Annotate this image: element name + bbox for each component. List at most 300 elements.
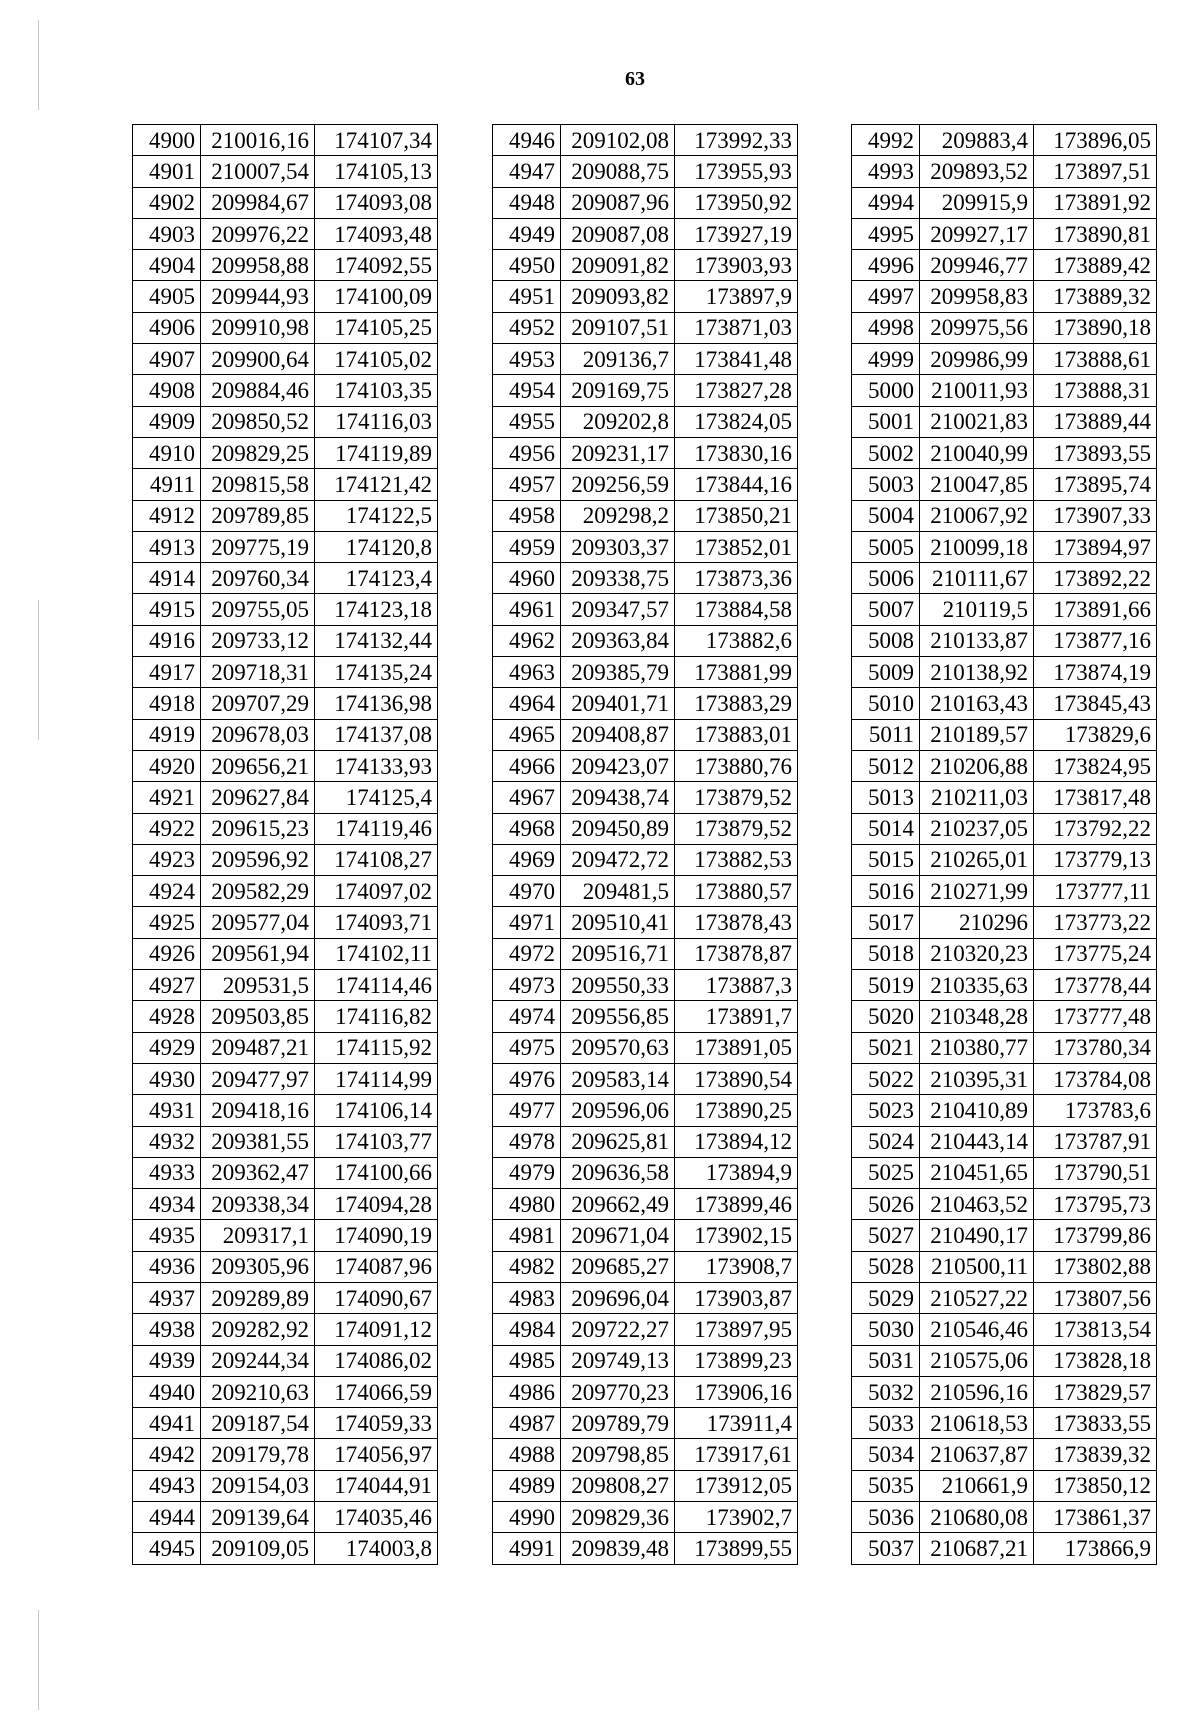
x-coordinate-cell: 209109,05: [201, 1533, 315, 1564]
x-coordinate-cell: 209685,27: [561, 1251, 675, 1282]
point-number-cell: 4950: [493, 250, 561, 281]
y-coordinate-cell: 173861,37: [1034, 1502, 1157, 1533]
table-row: [852, 437, 1157, 468]
y-coordinate-cell: 173777,48: [1034, 1001, 1157, 1032]
point-number-cell: 4998: [852, 312, 920, 343]
table-row: [493, 375, 798, 406]
table-row: [133, 250, 438, 281]
table-row: [133, 1189, 438, 1220]
y-coordinate-cell: 173833,55: [1034, 1408, 1157, 1439]
table-row: [852, 657, 1157, 688]
point-number-cell: 4968: [493, 813, 561, 844]
table-row: [493, 1408, 798, 1439]
table-row: [493, 281, 798, 312]
point-number-cell: 4916: [133, 625, 201, 656]
point-number-cell: 5033: [852, 1408, 920, 1439]
table-row: [133, 500, 438, 531]
point-number-cell: 4973: [493, 970, 561, 1001]
point-number-cell: 4940: [133, 1376, 201, 1407]
page-number: 63: [625, 68, 645, 90]
point-number-cell: 5018: [852, 938, 920, 969]
point-number-cell: 4903: [133, 218, 201, 249]
table-row: [133, 844, 438, 875]
point-number-cell: 4904: [133, 250, 201, 281]
table-row: [852, 1282, 1157, 1313]
x-coordinate-cell: 209839,48: [561, 1533, 675, 1564]
x-coordinate-cell: 209984,67: [201, 187, 315, 218]
table-row: [133, 719, 438, 750]
point-number-cell: 4901: [133, 156, 201, 187]
point-number-cell: 4911: [133, 469, 201, 500]
y-coordinate-cell: 173824,05: [675, 406, 798, 437]
point-number-cell: 4942: [133, 1439, 201, 1470]
point-number-cell: 5032: [852, 1376, 920, 1407]
table-row: [852, 1439, 1157, 1470]
x-coordinate-cell: 209418,16: [201, 1095, 315, 1126]
table-row: [852, 500, 1157, 531]
y-coordinate-cell: 174103,35: [315, 375, 438, 406]
table-row: [133, 344, 438, 375]
y-coordinate-cell: 174087,96: [315, 1251, 438, 1282]
point-number-cell: 4935: [133, 1220, 201, 1251]
x-coordinate-cell: 209136,7: [561, 344, 675, 375]
y-coordinate-cell: 173902,15: [675, 1220, 798, 1251]
point-number-cell: 4970: [493, 876, 561, 907]
x-coordinate-cell: 209789,79: [561, 1408, 675, 1439]
x-coordinate-cell: 210296: [920, 907, 1034, 938]
y-coordinate-cell: 173890,54: [675, 1063, 798, 1094]
x-coordinate-cell: 209808,27: [561, 1470, 675, 1501]
y-coordinate-cell: 174107,34: [315, 125, 438, 156]
table-row: [493, 312, 798, 343]
table-row: [133, 876, 438, 907]
point-number-cell: 4962: [493, 625, 561, 656]
x-coordinate-cell: 209561,94: [201, 938, 315, 969]
point-number-cell: 4943: [133, 1470, 201, 1501]
x-coordinate-cell: 210395,31: [920, 1063, 1034, 1094]
x-coordinate-cell: 209210,63: [201, 1376, 315, 1407]
y-coordinate-cell: 173773,22: [1034, 907, 1157, 938]
y-coordinate-cell: 173873,36: [675, 563, 798, 594]
y-coordinate-cell: 174123,18: [315, 594, 438, 625]
y-coordinate-cell: 174056,97: [315, 1439, 438, 1470]
y-coordinate-cell: 173888,61: [1034, 344, 1157, 375]
x-coordinate-cell: 209202,8: [561, 406, 675, 437]
y-coordinate-cell: 173850,12: [1034, 1470, 1157, 1501]
point-number-cell: 5027: [852, 1220, 920, 1251]
point-number-cell: 4906: [133, 312, 201, 343]
table-row: [852, 782, 1157, 813]
y-coordinate-cell: 173883,29: [675, 688, 798, 719]
y-coordinate-cell: 173817,48: [1034, 782, 1157, 813]
table-row: [133, 469, 438, 500]
table-row: [493, 469, 798, 500]
point-number-cell: 4936: [133, 1251, 201, 1282]
x-coordinate-cell: 210189,57: [920, 719, 1034, 750]
y-coordinate-cell: 173889,44: [1034, 406, 1157, 437]
table-row: [493, 1345, 798, 1376]
y-coordinate-cell: 173839,32: [1034, 1439, 1157, 1470]
point-number-cell: 4980: [493, 1189, 561, 1220]
x-coordinate-cell: 210380,77: [920, 1032, 1034, 1063]
y-coordinate-cell: 174108,27: [315, 844, 438, 875]
y-coordinate-cell: 174100,66: [315, 1157, 438, 1188]
x-coordinate-cell: 209884,46: [201, 375, 315, 406]
point-number-cell: 4910: [133, 437, 201, 468]
y-coordinate-cell: 174114,46: [315, 970, 438, 1001]
point-number-cell: 5019: [852, 970, 920, 1001]
table-row: [852, 344, 1157, 375]
x-coordinate-cell: 209087,96: [561, 187, 675, 218]
table-row: [852, 1502, 1157, 1533]
y-coordinate-cell: 173883,01: [675, 719, 798, 750]
x-coordinate-cell: 209087,08: [561, 218, 675, 249]
y-coordinate-cell: 174091,12: [315, 1314, 438, 1345]
x-coordinate-cell: 209958,83: [920, 281, 1034, 312]
point-number-cell: 4923: [133, 844, 201, 875]
table-row: [133, 907, 438, 938]
table-row: [133, 156, 438, 187]
x-coordinate-cell: 209671,04: [561, 1220, 675, 1251]
y-coordinate-cell: 173841,48: [675, 344, 798, 375]
x-coordinate-cell: 210500,11: [920, 1251, 1034, 1282]
x-coordinate-cell: 209944,93: [201, 281, 315, 312]
x-coordinate-cell: 209347,57: [561, 594, 675, 625]
y-coordinate-cell: 173891,7: [675, 1001, 798, 1032]
x-coordinate-cell: 209656,21: [201, 750, 315, 781]
point-number-cell: 4921: [133, 782, 201, 813]
table-row: [493, 344, 798, 375]
y-coordinate-cell: 173992,33: [675, 125, 798, 156]
y-coordinate-cell: 174100,09: [315, 281, 438, 312]
x-coordinate-cell: 209636,58: [561, 1157, 675, 1188]
y-coordinate-cell: 174114,99: [315, 1063, 438, 1094]
table-row: [133, 1470, 438, 1501]
point-number-cell: 5011: [852, 719, 920, 750]
point-number-cell: 4956: [493, 437, 561, 468]
table-row: [852, 563, 1157, 594]
point-number-cell: 4969: [493, 844, 561, 875]
y-coordinate-cell: 173906,16: [675, 1376, 798, 1407]
table-row: [852, 719, 1157, 750]
point-number-cell: 5002: [852, 437, 920, 468]
table-row: [852, 938, 1157, 969]
x-coordinate-cell: 209582,29: [201, 876, 315, 907]
x-coordinate-cell: 209627,84: [201, 782, 315, 813]
y-coordinate-cell: 173897,51: [1034, 156, 1157, 187]
table-row: [852, 375, 1157, 406]
table-row: [133, 970, 438, 1001]
y-coordinate-cell: 173787,91: [1034, 1126, 1157, 1157]
table-row: [852, 1032, 1157, 1063]
point-number-cell: 4955: [493, 406, 561, 437]
table-row: [493, 813, 798, 844]
y-coordinate-cell: 173878,87: [675, 938, 798, 969]
table-row: [852, 970, 1157, 1001]
y-coordinate-cell: 173777,11: [1034, 876, 1157, 907]
x-coordinate-cell: 209625,81: [561, 1126, 675, 1157]
x-coordinate-cell: 209696,04: [561, 1282, 675, 1313]
point-number-cell: 4985: [493, 1345, 561, 1376]
y-coordinate-cell: 173897,9: [675, 281, 798, 312]
x-coordinate-cell: 210451,65: [920, 1157, 1034, 1188]
table-row: [493, 218, 798, 249]
point-number-cell: 4919: [133, 719, 201, 750]
table-row: [133, 1095, 438, 1126]
y-coordinate-cell: 174105,13: [315, 156, 438, 187]
point-number-cell: 4991: [493, 1533, 561, 1564]
y-coordinate-cell: 173955,93: [675, 156, 798, 187]
table-row: [852, 406, 1157, 437]
x-coordinate-cell: 209733,12: [201, 625, 315, 656]
point-number-cell: 5013: [852, 782, 920, 813]
x-coordinate-cell: 209927,17: [920, 218, 1034, 249]
x-coordinate-cell: 210211,03: [920, 782, 1034, 813]
y-coordinate-cell: 173887,3: [675, 970, 798, 1001]
x-coordinate-cell: 209102,08: [561, 125, 675, 156]
y-coordinate-cell: 173779,13: [1034, 844, 1157, 875]
table-row: [493, 1063, 798, 1094]
x-coordinate-cell: 209615,23: [201, 813, 315, 844]
x-coordinate-cell: 209975,56: [920, 312, 1034, 343]
y-coordinate-cell: 174120,8: [315, 531, 438, 562]
point-number-cell: 4967: [493, 782, 561, 813]
table-row: [493, 500, 798, 531]
x-coordinate-cell: 209596,92: [201, 844, 315, 875]
point-number-cell: 4932: [133, 1126, 201, 1157]
point-number-cell: 4988: [493, 1439, 561, 1470]
table-row: [852, 1470, 1157, 1501]
y-coordinate-cell: 173891,05: [675, 1032, 798, 1063]
x-coordinate-cell: 209154,03: [201, 1470, 315, 1501]
y-coordinate-cell: 173880,76: [675, 750, 798, 781]
point-number-cell: 4961: [493, 594, 561, 625]
x-coordinate-cell: 210111,67: [920, 563, 1034, 594]
y-coordinate-cell: 173917,61: [675, 1439, 798, 1470]
x-coordinate-cell: 209338,75: [561, 563, 675, 594]
table-row: [133, 1032, 438, 1063]
x-coordinate-cell: 209450,89: [561, 813, 675, 844]
table-row: [493, 156, 798, 187]
point-number-cell: 5024: [852, 1126, 920, 1157]
point-number-cell: 4958: [493, 500, 561, 531]
point-number-cell: 4948: [493, 187, 561, 218]
table-row: [852, 1063, 1157, 1094]
y-coordinate-cell: 173775,24: [1034, 938, 1157, 969]
y-coordinate-cell: 173784,08: [1034, 1063, 1157, 1094]
x-coordinate-cell: 209438,74: [561, 782, 675, 813]
table-row: [133, 1220, 438, 1251]
y-coordinate-cell: 173891,66: [1034, 594, 1157, 625]
table-row: [493, 750, 798, 781]
table-row: [133, 1439, 438, 1470]
y-coordinate-cell: 173799,86: [1034, 1220, 1157, 1251]
x-coordinate-cell: 209088,75: [561, 156, 675, 187]
table-row: [493, 970, 798, 1001]
y-coordinate-cell: 173899,46: [675, 1189, 798, 1220]
point-number-cell: 4926: [133, 938, 201, 969]
y-coordinate-cell: 174003,8: [315, 1533, 438, 1564]
point-number-cell: 5012: [852, 750, 920, 781]
y-coordinate-cell: 174119,46: [315, 813, 438, 844]
y-coordinate-cell: 173881,99: [675, 657, 798, 688]
table-row: [493, 1376, 798, 1407]
x-coordinate-cell: 209770,23: [561, 1376, 675, 1407]
table-row: [133, 1502, 438, 1533]
point-number-cell: 5022: [852, 1063, 920, 1094]
y-coordinate-cell: 173844,16: [675, 469, 798, 500]
x-coordinate-cell: 210490,17: [920, 1220, 1034, 1251]
y-coordinate-cell: 173780,34: [1034, 1032, 1157, 1063]
point-number-cell: 4986: [493, 1376, 561, 1407]
table-row: [133, 1126, 438, 1157]
coordinate-table-2: [492, 124, 798, 1565]
point-number-cell: 4934: [133, 1189, 201, 1220]
table-row: [493, 625, 798, 656]
x-coordinate-cell: 209550,33: [561, 970, 675, 1001]
table-row: [133, 1345, 438, 1376]
x-coordinate-cell: 209401,71: [561, 688, 675, 719]
point-number-cell: 4989: [493, 1470, 561, 1501]
y-coordinate-cell: 174125,4: [315, 782, 438, 813]
table-row: [493, 594, 798, 625]
table-row: [493, 1001, 798, 1032]
table-row: [852, 1345, 1157, 1376]
y-coordinate-cell: 173892,22: [1034, 563, 1157, 594]
table-row: [133, 750, 438, 781]
y-coordinate-cell: 173911,4: [675, 1408, 798, 1439]
y-coordinate-cell: 173845,43: [1034, 688, 1157, 719]
y-coordinate-cell: 174035,46: [315, 1502, 438, 1533]
x-coordinate-cell: 209722,27: [561, 1314, 675, 1345]
y-coordinate-cell: 173884,58: [675, 594, 798, 625]
y-coordinate-cell: 174090,19: [315, 1220, 438, 1251]
y-coordinate-cell: 173891,92: [1034, 187, 1157, 218]
y-coordinate-cell: 173882,53: [675, 844, 798, 875]
x-coordinate-cell: 209477,97: [201, 1063, 315, 1094]
y-coordinate-cell: 174086,02: [315, 1345, 438, 1376]
x-coordinate-cell: 209381,55: [201, 1126, 315, 1157]
table-row: [493, 1314, 798, 1345]
y-coordinate-cell: 173903,87: [675, 1282, 798, 1313]
y-coordinate-cell: 173889,32: [1034, 281, 1157, 312]
point-number-cell: 5037: [852, 1533, 920, 1564]
x-coordinate-cell: 209282,92: [201, 1314, 315, 1345]
point-number-cell: 4966: [493, 750, 561, 781]
y-coordinate-cell: 173899,23: [675, 1345, 798, 1376]
point-number-cell: 4953: [493, 344, 561, 375]
table-row: [133, 657, 438, 688]
y-coordinate-cell: 173894,12: [675, 1126, 798, 1157]
y-coordinate-cell: 173795,73: [1034, 1189, 1157, 1220]
y-coordinate-cell: 174115,92: [315, 1032, 438, 1063]
y-coordinate-cell: 174119,89: [315, 437, 438, 468]
point-number-cell: 4978: [493, 1126, 561, 1157]
x-coordinate-cell: 209755,05: [201, 594, 315, 625]
table-row: [493, 1157, 798, 1188]
table-row: [493, 187, 798, 218]
x-coordinate-cell: 209093,82: [561, 281, 675, 312]
point-number-cell: 4947: [493, 156, 561, 187]
x-coordinate-cell: 209303,37: [561, 531, 675, 562]
table-row: [133, 1282, 438, 1313]
x-coordinate-cell: 209289,89: [201, 1282, 315, 1313]
point-number-cell: 5007: [852, 594, 920, 625]
x-coordinate-cell: 209510,41: [561, 907, 675, 938]
point-number-cell: 4938: [133, 1314, 201, 1345]
y-coordinate-cell: 173830,16: [675, 437, 798, 468]
table-row: [493, 688, 798, 719]
y-coordinate-cell: 173778,44: [1034, 970, 1157, 1001]
y-coordinate-cell: 174105,02: [315, 344, 438, 375]
table-row: [133, 938, 438, 969]
point-number-cell: 4983: [493, 1282, 561, 1313]
table-row: [493, 1220, 798, 1251]
y-coordinate-cell: 174094,28: [315, 1189, 438, 1220]
table-row: [493, 876, 798, 907]
x-coordinate-cell: 209900,64: [201, 344, 315, 375]
point-number-cell: 4907: [133, 344, 201, 375]
table-row: [493, 938, 798, 969]
y-coordinate-cell: 173897,95: [675, 1314, 798, 1345]
y-coordinate-cell: 174135,24: [315, 657, 438, 688]
point-number-cell: 4976: [493, 1063, 561, 1094]
point-number-cell: 4914: [133, 563, 201, 594]
x-coordinate-cell: 209385,79: [561, 657, 675, 688]
table-row: [493, 1032, 798, 1063]
x-coordinate-cell: 210040,99: [920, 437, 1034, 468]
table-row: [493, 719, 798, 750]
point-number-cell: 4957: [493, 469, 561, 500]
point-number-cell: 4959: [493, 531, 561, 562]
y-coordinate-cell: 174093,71: [315, 907, 438, 938]
x-coordinate-cell: 209577,04: [201, 907, 315, 938]
table-row: [133, 1314, 438, 1345]
y-coordinate-cell: 173899,55: [675, 1533, 798, 1564]
point-number-cell: 5034: [852, 1439, 920, 1470]
y-coordinate-cell: 174121,42: [315, 469, 438, 500]
y-coordinate-cell: 174116,03: [315, 406, 438, 437]
table-row: [133, 281, 438, 312]
x-coordinate-cell: 209798,85: [561, 1439, 675, 1470]
point-number-cell: 4905: [133, 281, 201, 312]
x-coordinate-cell: 209596,06: [561, 1095, 675, 1126]
x-coordinate-cell: 209662,49: [561, 1189, 675, 1220]
y-coordinate-cell: 174092,55: [315, 250, 438, 281]
point-number-cell: 5020: [852, 1001, 920, 1032]
table-row: [852, 1314, 1157, 1345]
point-number-cell: 4979: [493, 1157, 561, 1188]
point-number-cell: 5030: [852, 1314, 920, 1345]
scan-edge-mark-bottom: [38, 1610, 39, 1710]
table-row: [493, 563, 798, 594]
point-number-cell: 4924: [133, 876, 201, 907]
table-row: [852, 218, 1157, 249]
table-row: [133, 625, 438, 656]
point-number-cell: 4933: [133, 1157, 201, 1188]
y-coordinate-cell: 173896,05: [1034, 125, 1157, 156]
table-row: [133, 1001, 438, 1032]
y-coordinate-cell: 174132,44: [315, 625, 438, 656]
point-number-cell: 5016: [852, 876, 920, 907]
y-coordinate-cell: 174103,77: [315, 1126, 438, 1157]
point-number-cell: 5009: [852, 657, 920, 688]
table-row: [852, 1533, 1157, 1564]
x-coordinate-cell: 209707,29: [201, 688, 315, 719]
x-coordinate-cell: 209362,47: [201, 1157, 315, 1188]
point-number-cell: 5014: [852, 813, 920, 844]
point-number-cell: 4917: [133, 657, 201, 688]
